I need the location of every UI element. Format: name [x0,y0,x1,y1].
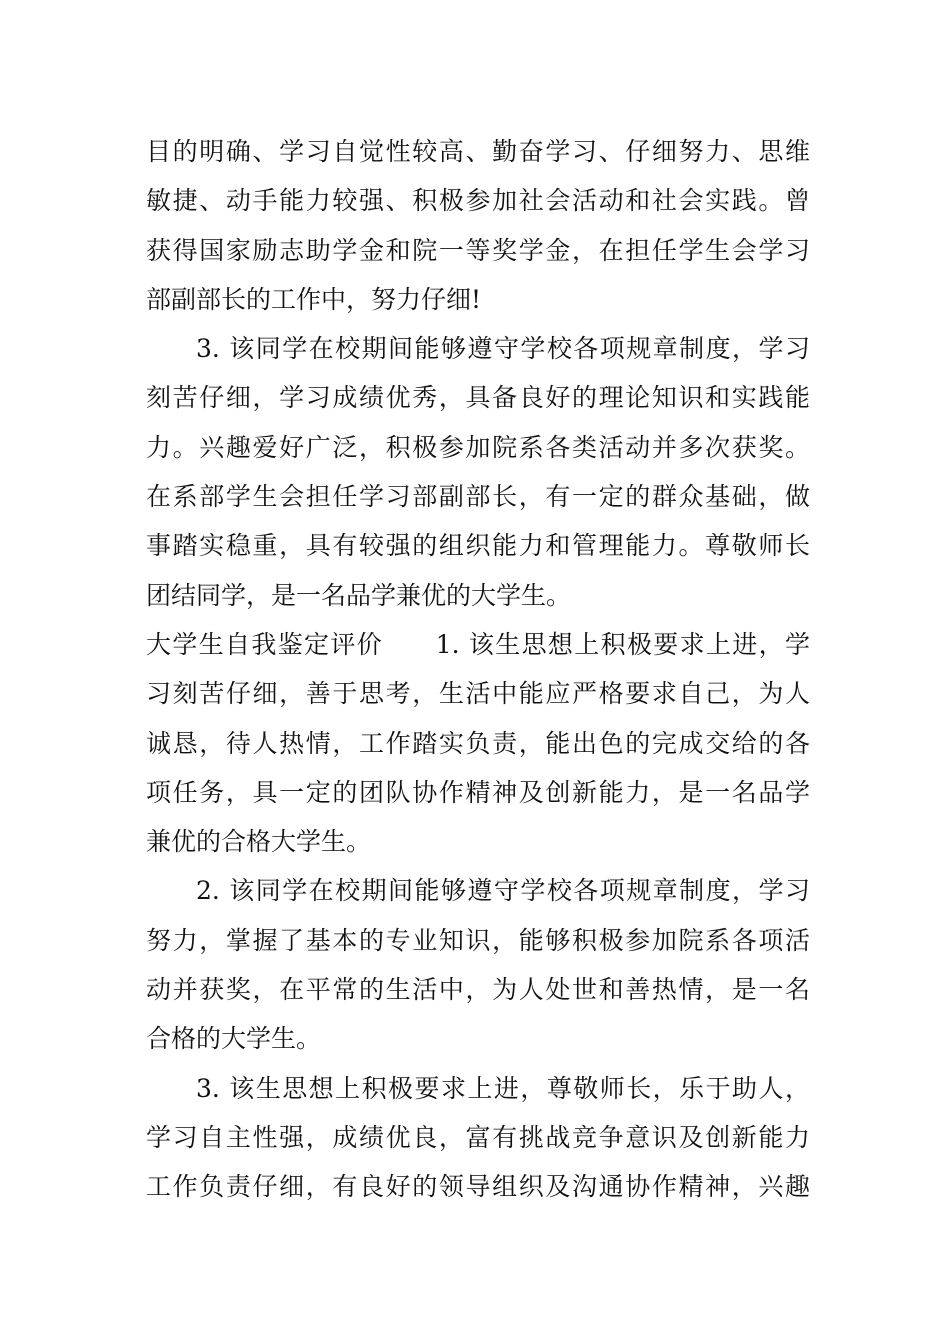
text-line: 努力，掌握了基本的专业知识，能够积极参加院系各项活 [146,925,810,955]
text-line: 3. 该生思想上积极要求上进，尊敬师长，乐于助人， [196,1073,810,1103]
text-line: 团结同学，是一名品学兼优的大学生。 [146,580,572,610]
text-line: 获得国家励志助学金和院一等奖学金，在担任学生会学习 [146,235,810,265]
text-line: 在系部学生会担任学习部副部长，有一定的群众基础，做 [146,482,810,512]
text-line: 大学生自我鉴定评价 1. 该生思想上积极要求上进，学 [146,629,810,659]
text-line: 2. 该同学在校期间能够遵守学校各项规章制度，学习 [196,876,810,906]
text-line: 部副部长的工作中，努力仔细! [146,284,482,314]
text-line: 工作负责仔细，有良好的领导组织及沟通协作精神，兴趣 [146,1172,810,1202]
text-line: 事踏实稳重，具有较强的组织能力和管理能力。尊敬师长 [146,531,810,561]
text-line: 力。兴趣爱好广泛，积极参加院系各类活动并多次获奖。 [146,432,810,462]
text-line: 刻苦仔细，学习成绩优秀，具备良好的理论知识和实践能 [146,383,810,413]
document-body [146,127,810,1212]
text-line: 合格的大学生。 [146,1024,322,1054]
text-line: 兼优的合格大学生。 [146,827,372,857]
text-line: 3. 该同学在校期间能够遵守学校各项规章制度，学习 [196,334,810,364]
text-line: 学习自主性强，成绩优良，富有挑战竞争意识及创新能力 [146,1122,810,1152]
text-line: 项任务，具一定的团队协作精神及创新能力，是一名品学 [146,777,810,807]
text-line: 诚恳，待人热情，工作踏实负责，能出色的完成交给的各 [146,728,810,758]
text-line: 敏捷、动手能力较强、积极参加社会活动和社会实践。曾 [146,186,810,216]
text-line: 习刻苦仔细，善于思考，生活中能应严格要求自己，为人 [146,679,810,709]
text-line: 动并获奖，在平常的生活中，为人处世和善热情，是一名 [146,975,810,1005]
text-line: 目的明确、学习自觉性较高、勤奋学习、仔细努力、思维 [146,137,810,166]
